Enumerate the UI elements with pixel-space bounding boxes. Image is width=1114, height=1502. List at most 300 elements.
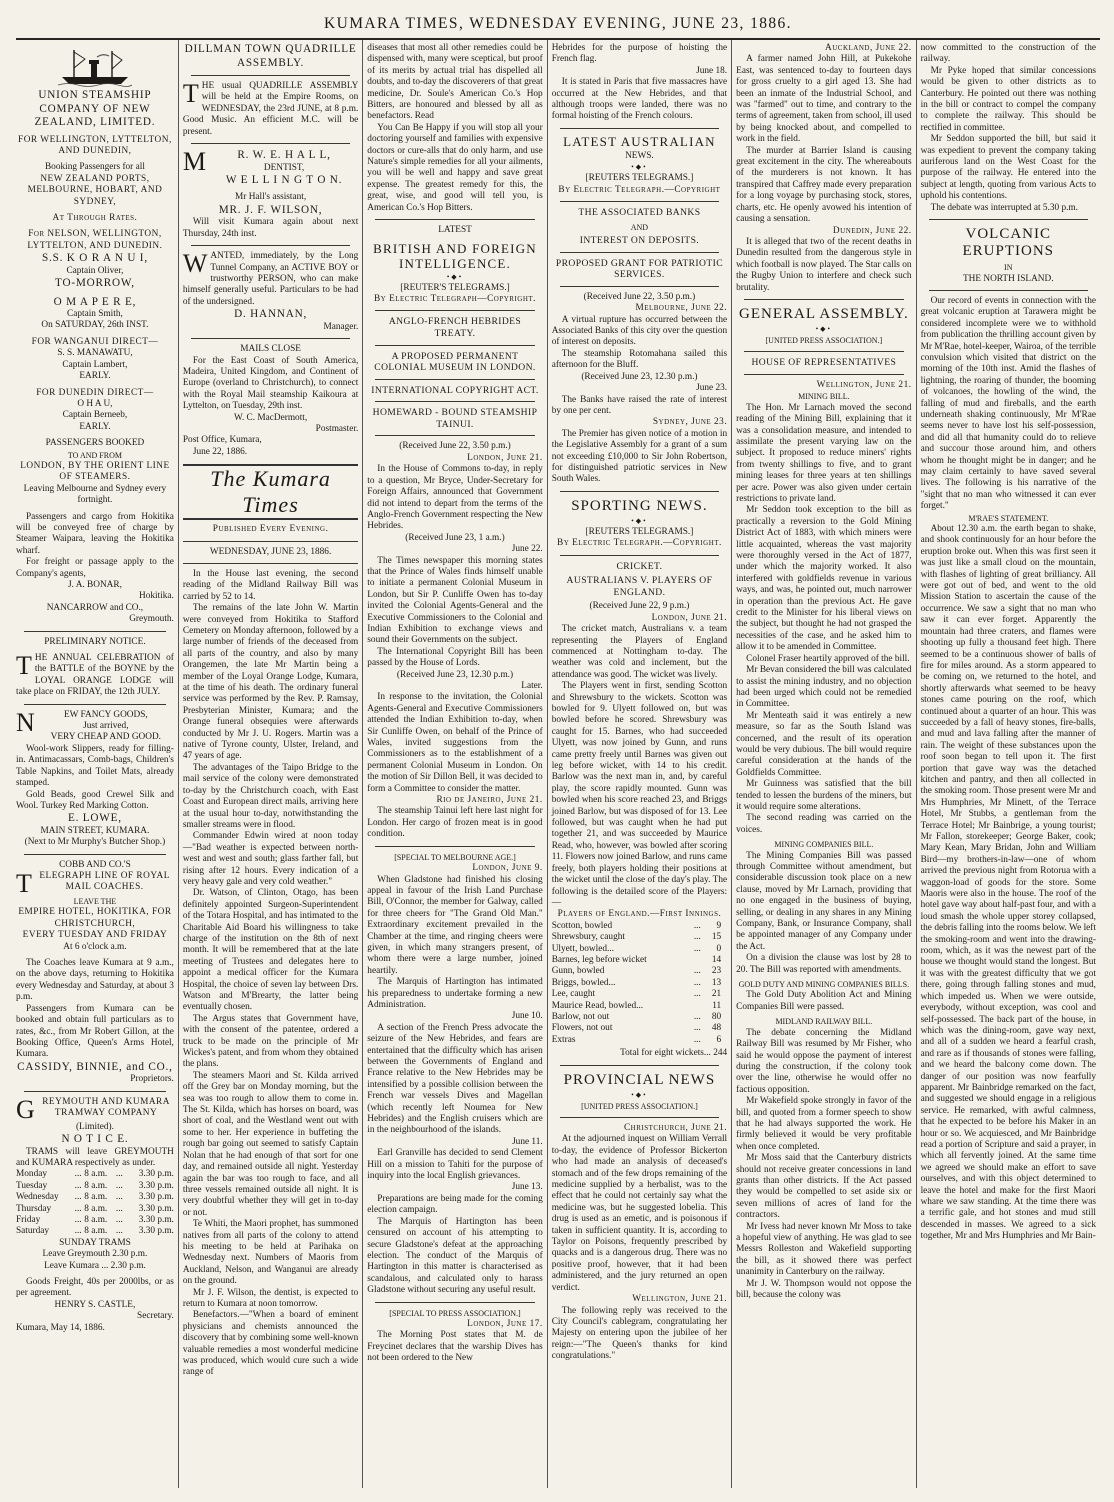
text: Mr Pyke hoped that similar concessions would be given to other districts as to Canterbury. He pointed out there was nothing in the bill or contract to compel the company to complete the railway. This should be rectified in committee.: [920, 65, 1096, 133]
text: (Received June 23, 12.30 p.m.): [581, 371, 698, 382]
text: FOR DUNEDIN DIRECT—: [36, 387, 154, 398]
scorecard-cell: ...: [693, 966, 701, 977]
text: TO-MORROW,: [55, 277, 135, 290]
text: HE usual QUADRILLE ASSEMBLY will be held at the Empire Rooms, on WEDNESDAY, the 23rd JUNE, at 8 p.m. Good Music. An efficient M.C. will be present.: [182, 81, 359, 137]
text: diseases that most all other remedies could be dispensed with, many were sceptical, but proof of its merits by actual trial has dispelled all doubts, and to-day the discoverers of that great medicine, Dr. Soule's American Co.'s Hop Bitters, are honoured and blessed by all as benefactors. Read: [367, 43, 543, 122]
text: Sydney, June 23.: [652, 417, 728, 428]
scorecard-cell: Shrewsbury, caught: [551, 932, 625, 943]
text: Captain Lambert,: [62, 359, 128, 370]
timetable-cell: ...: [74, 1226, 82, 1237]
rule: [744, 374, 903, 375]
text: FOR WANGANUI DIRECT—: [31, 336, 159, 347]
text: By Electric Telegraph.—Copyright: [558, 184, 721, 195]
scorecard-cell: ...: [693, 1011, 701, 1022]
text: Mr Moss said that the Canterbury districts should not receive greater concessions in land grants than other districts. If the Act passed they would be compelled to set aside six or seven millions of acres of land for the contractors.: [736, 1153, 912, 1221]
timetable-row: [16, 1204, 174, 1215]
headline-australian: LATEST AUSTRALIAN: [563, 133, 716, 149]
text: Wellington, June 21.: [632, 1294, 728, 1305]
scorecard-cell: 21: [711, 989, 722, 1000]
text: CASSIDY, BINNIE, and CO.,: [17, 1060, 173, 1073]
text: The Mining Companies Bill was passed through Committee without amendment, but considerable discussion took place on a new clause, moved by Mr Larnach, providing that no one engaged in the business of buying, selling, or dealing in any shares in any Mining Company, Bank, or Insurance Company, shall be appointed manager of any Company under the Act.: [736, 850, 912, 952]
text: The Hon. Mr Larnach moved the second reading of the Mining Bill, explaining that it was a consolidation measure, and intended to assimilate the present varying law on the subject. It proposed to reduce miners' rights from twenty shillings to five, and to grant mining leases for three years at ten shillings per acre. Power was also given under certain restrictions to private land.: [736, 402, 912, 504]
text: HE ANNUAL CELEBRATION of the BATTLE of the BOYNE by the LOYAL ORANGE LODGE will take place on FRIDAY, the 12th JULY.: [16, 653, 174, 698]
text: MIDLAND RAILWAY BILL.: [775, 1017, 873, 1027]
text: Passengers and cargo from Hokitika will be conveyed free of charge by Steamer Waipara, leaving the Hokitika wharf.: [16, 511, 174, 556]
text: (Received June 22, 9 p.m.): [589, 601, 690, 612]
text: Players of England.—First Innings.: [557, 909, 722, 920]
text: June 18.: [696, 65, 728, 76]
timetable-row: [16, 1192, 174, 1203]
text: (Next to Mr Murphy's Butcher Shop.): [24, 837, 166, 848]
scorecard-cell: 9: [716, 920, 722, 931]
text: D. HANNAN,: [234, 308, 308, 321]
text: INTEREST ON DEPOSITS.: [579, 235, 700, 247]
text: Auckland, June 22.: [825, 43, 912, 53]
text: [SPECIAL TO MELBOURNE AGE.]: [394, 852, 516, 862]
scorecard-cell: 23: [711, 966, 722, 977]
rule: [744, 299, 903, 300]
scorecard-cell: 80: [711, 1011, 722, 1022]
text: In the House of Commons to-day, in reply to a question, Mr Bryce, Under-Secretary for Foreign Affairs, announced that Government did not intend to depart from the terms of the Anglo-French Government respecting the New Hebrides.: [367, 464, 543, 532]
text: VERY CHEAP AND GOOD.: [50, 732, 162, 743]
text: The International Copyright Bill has been passed by the House of Lords.: [367, 646, 543, 669]
rule: [375, 1302, 534, 1303]
text: A PROPOSED PERMANENT COLONIAL MUSEUM IN LONDON.: [374, 350, 536, 374]
text: Our record of events in connection with the great volcanic eruption at Tarawera might be considered incomplete were we to withhold from publication the thrilling account given by Mr M'Rae, hotel-keeper, Wairoa, of the terrible convulsion which visited that district on the morning of the 10th inst. Amid the flashes of lightning, the roaring of thunder, the booming of volcanoes, the howling of the wind, the falling of mud and fireballs, and the earth underneath shaking continuously, Mr M'Rae seems never to have lost his self-possession, and did all that humanity could do to relieve and succour those around him, and others whom he thought might be in danger; and he may claim certainly to have saved several lives. The following is his narrative of the "sight that no man who witnessed it can ever forget.": [920, 295, 1096, 512]
text: At Through Rates.: [52, 212, 138, 223]
text: [REUTER'S TELEGRAMS.]: [400, 282, 510, 293]
text: NEW ZEALAND PORTS, MELBOURNE, HOBART, AND SYDNEY,: [27, 173, 163, 207]
text: LONDON, BY THE ORIENT LINE OF STEAMERS.: [20, 460, 170, 483]
scorecard-cell: 13: [711, 977, 722, 988]
text: In the House last evening, the second reading of the Midland Railway Bill was carried by 52 to 14.: [182, 568, 359, 602]
text: (Limited).: [75, 1121, 114, 1132]
text: AUSTRALIANS V. PLAYERS OF ENGLAND.: [566, 575, 713, 598]
text: MINING BILL.: [798, 392, 850, 402]
text: The debate was interrupted at 5.30 p.m.: [930, 202, 1078, 213]
text: M'RAE'S STATEMENT.: [968, 513, 1049, 523]
text: Wellington, June 21.: [816, 379, 912, 390]
headline-provincial: PROVINCIAL NEWS: [563, 1071, 716, 1088]
text: Post Office, Kumara,: [182, 435, 262, 446]
timetable-cell: 8 a.m.: [84, 1226, 108, 1237]
text: EMPIRE HOTEL, HOKITIKA, FOR CHRISTCHURCH,: [18, 907, 172, 929]
text: Earl Granville has decided to send Clement Hill on a mission to Tahiti for the purpose of inquiry into the local English grievances.: [367, 1148, 543, 1182]
text: June 23.: [696, 383, 728, 394]
ad-union-route1: FOR WELLINGTON, LYTTELTON, AND DUNEDIN,: [18, 134, 172, 156]
scorecard-cell: Maurice Read, bowled...: [551, 1000, 644, 1011]
text: Goods Freight, 40s per 2000lbs, or as per agreement.: [16, 1277, 174, 1299]
ad-union-title: UNION STEAMSHIP COMPANY OF NEW ZEALAND, LIMITED.: [34, 89, 156, 128]
scorecard-row: [552, 989, 727, 1000]
text: IN: [1004, 263, 1013, 273]
text: The advantages of the Taipo Bridge to the mail service of the colony were demonstrated to-day by the Christchurch coach, with East Coast and European direct mails, arriving here at the usual hour to-day, notwithstanding the smaller streams were in flood.: [182, 762, 359, 830]
timetable-cell: ...: [115, 1203, 123, 1214]
rule: [560, 128, 719, 129]
text: (Received June 23, 12.30 p.m.): [396, 669, 514, 680]
text: At 6 o'clock a.m.: [63, 941, 127, 952]
text: now committed to the construction of the railway.: [920, 43, 1096, 65]
text: London, June 9.: [472, 863, 543, 874]
timetable-row: [16, 1169, 174, 1180]
headline-volcanic: VOLCANIC ERUPTIONS: [962, 226, 1055, 260]
timetable-cell: 8 a.m.: [84, 1192, 108, 1203]
text: (Received June 22, 3.50 p.m.): [399, 441, 511, 452]
text: AND: [630, 222, 649, 232]
text: REYMOUTH AND KUMARA TRAMWAY COMPANY: [42, 1096, 170, 1119]
scorecard-cell: ...: [693, 977, 701, 988]
text: Leaving Melbourne and Sydney every fortnight.: [23, 483, 167, 506]
nameplate: The Kumara Times: [183, 464, 358, 520]
drop-cap-n: N: [16, 707, 35, 737]
rule: [560, 201, 719, 202]
text: MINING COMPANIES BILL.: [774, 840, 874, 850]
headline-british-foreign: BRITISH AND FOREIGN INTELLIGENCE.: [373, 240, 537, 271]
scorecard-row: [552, 1001, 727, 1012]
timetable-cell: 3.30 p.m.: [138, 1192, 174, 1203]
text: You Can Be Happy if you will stop all your doctoring yourself and families with expensive doctors or cure-alls that do only harm, and use Nature's simple remedies for all your ailments, you will be well and happy and save great expense. The greatest remedy for this, the great, wise, and good will tell you, is American Co.'s Hop Bitters.: [367, 122, 543, 213]
text: It is stated in Paris that five massacres have occurred at the New Hebrides, and that although troops were landed, there was no formal hoisting of the French colours.: [551, 77, 728, 122]
text: The Argus states that Government have, with the consent of the patentee, ordered a truck to be made on the principle of Mr Wickes's patent, and from whom they obtained the plans.: [182, 1013, 359, 1070]
drop-cap-w: W: [182, 249, 208, 279]
steamship-icon: [58, 47, 132, 87]
text: TRAMS will leave GREYMOUTH and KUMARA respectively as under.: [16, 1146, 174, 1168]
text: LEAVE THE: [73, 897, 117, 907]
timetable-cell: ...: [74, 1169, 82, 1180]
drop-cap-m: M: [182, 147, 207, 177]
text: The steamship Rotomahana sailed this afternoon for the Bluff.: [551, 348, 728, 371]
text: Mr Seddon supported the bill, but said it was expedient to prevent the company taking auriferous land on the West Coast for the purpose of the railway. He entered into the subject at length, quoting from various Acts to uphold his contentions.: [920, 134, 1096, 202]
text: MAILS CLOSE: [240, 344, 301, 355]
scorecard-cell: Gunn, bowled: [551, 966, 605, 977]
text: June 10.: [511, 1011, 543, 1022]
text: London, June 17.: [467, 1318, 543, 1329]
column-1: [16, 40, 178, 1488]
timetable-cell: 3.30 p.m.: [138, 1180, 174, 1191]
headline-sporting: SPORTING NEWS.: [571, 497, 708, 514]
text: On SATURDAY, 26th INST.: [41, 320, 149, 331]
text: When Gladstone had finished his closing appeal in favour of the Irish Land Purchase Bill, O'Connor, the member for Galway, called for three cheers for "The Grand Old Man." Extraordinary excitement prevailed in the Chamber at the time, and ringing cheers were given, in which many strangers present, of whom there were a large number, joined heartily.: [367, 874, 543, 976]
text: Hokitika.: [139, 591, 174, 602]
text: Leave Greymouth 2.30 p.m.: [42, 1249, 148, 1260]
text: Later.: [521, 681, 543, 691]
text: Mr Bevan considered the bill was calculated to assist the mining industry, and no objection had been urged which could not be remedied in Committee.: [736, 665, 912, 710]
rule: [560, 1065, 719, 1066]
scorecard-cell: ...: [693, 1023, 701, 1034]
text: The Times newspaper this morning states that the Prince of Wales finds himself unable to initiate a permanent Colonial Museum in London, but Sir P. Cunliffe Owen has to-day invited the Colonial Agents-General and the Executive Commissioners to the Colonial and Indian Exhibition to exchange views and sound their Governments on the subject.: [367, 555, 543, 646]
scorecard-row: [552, 1023, 727, 1034]
text: (Received June 22, 3.50 p.m.): [583, 291, 696, 302]
timetable-cell: Tuesday: [16, 1180, 48, 1191]
scorecard-cell: 6: [716, 1034, 722, 1045]
timetable-cell: ...: [115, 1192, 123, 1203]
text: LATEST: [438, 225, 472, 236]
text: The Coaches leave Kumara at 9 a.m., on the above days, returning to Hokitika every Wednesday and Saturday, at about 3 p.m.: [16, 958, 174, 1003]
text: The murder at Barrier Island is causing great excitement in the city. The whereabouts of the murderers is not known. It has transpired that Caffrey made every preparation for a long voyage by purchasing stock, stores, charts, etc. He openly avowed his intention of causing a sensation.: [736, 145, 912, 225]
drop-cap-t: T: [182, 79, 199, 108]
rule: [375, 219, 534, 220]
text: The remains of the late John W. Martin were conveyed from Hokitika to Stafford Cemetery on Monday afternoon, followed by a large number of friends of the deceased from all parts of the country, and also by many Orangemen, the late Mr Martin being a member of the Loyal Orange Lodge, Kumara, at the time of his death. The ordinary funeral service was performed by the Rev. P. Ramsay, Presbyterian Minister, Kumara; and the Orange funeral obsequies were afterwards conducted by Mr J. U. Rogers. Martin was a native of Tyrone county, Ulster, Ireland, and 47 years of age.: [182, 603, 359, 762]
timetable-cell: 3.30 p.m.: [138, 1214, 174, 1225]
scorecard-total: Total for eight wickets... 244: [620, 1048, 728, 1059]
scorecard-cell: Extras: [551, 1034, 576, 1045]
scorecard-row: [552, 1012, 727, 1023]
timetable-cell: 3.30 p.m.: [138, 1169, 174, 1180]
text: Preparations are being made for the coming election campaign.: [367, 1193, 543, 1216]
text: Mr Wakefield spoke strongly in favor of the bill, and quoted from a former speech to show that he had always supported the work. He firmly believed it would be very profitable when once completed.: [736, 1096, 912, 1152]
text: Christchurch, June 21.: [623, 1123, 728, 1133]
ornament: •◆•: [446, 272, 464, 281]
scorecard-row: [552, 955, 727, 966]
scorecard-cell: Scotton, bowled: [551, 920, 613, 931]
text: The steamship Tainui left here last night for London. Her cargo of frozen meat is in good condition.: [367, 806, 543, 840]
text: GOLD DUTY AND MINING COMPANIES BILLS.: [738, 980, 910, 990]
timetable-cell: Monday: [16, 1169, 47, 1180]
text: At the adjourned inquest on William Verrall to-day, the evidence of Professor Bickerton who had made an analysis of deceased's stomach and of the few drops remaining of the medicine supplied by a herbalist, was to the effect that he could not certainly say what the medicine was, but he suggested lobelia. This drug is used as an emetic, and is poisonous if taken in sufficient quantity. It is, according to Taylor on Poisons, frequently prescribed by quacks and is a dangerous drug. There was no positive proof, however, that it had been administered, and the jury returned an open verdict.: [551, 1134, 728, 1293]
text: Mr Seddon took exception to the bill as practically a reversion to the Gold Mining District Act of 1883, with which miners were little acquainted, whereas the vast majority were thoroughly versed in the Act of 1877, under which the majority worked. It also interfered with goldfields revenue in various ways, and was, he pointed out, much narrower in operation than the previous Act. He gave credit to the Minister for his liberal views on the subject, but thought he had not grasped the necessities of the case, and he asked him to allow it to be amended in Committee.: [736, 505, 912, 653]
scorecard-cell: 0: [716, 943, 722, 954]
text: W. C. MacDermott,: [233, 412, 308, 423]
rule: [929, 219, 1088, 220]
rule: [375, 345, 534, 346]
text: Leave Kumara ... 2.30 p.m.: [44, 1260, 146, 1271]
rule: [191, 338, 350, 339]
timetable-row: [16, 1181, 174, 1192]
timetable-row: [16, 1226, 174, 1237]
drop-cap-t: T: [16, 869, 33, 899]
text: June 13.: [511, 1182, 543, 1193]
text: Gold Beads, good Crewel Silk and Wool. Turkey Red Marking Cotton.: [16, 789, 174, 811]
rule: [24, 1091, 166, 1092]
timetable-cell: 8 a.m.: [84, 1169, 108, 1180]
rule: [375, 401, 534, 402]
text: Secretary.: [137, 1311, 174, 1322]
text: Proprietors.: [130, 1074, 174, 1085]
text: June 22.: [511, 544, 543, 555]
timetable-cell: 8 a.m.: [84, 1214, 108, 1225]
text: The Gold Duty Abolition Act and Mining Companies Bill were passed.: [736, 990, 912, 1012]
scorecard-cell: 14: [711, 954, 722, 965]
text: Benefactors.—"When a board of eminent physicians and chemists announced the discovery that by combining some well-known valuable remedies a most wonderful medicine was produced, which would cure such a wide range of: [182, 1310, 359, 1378]
timetable-cell: 3.30 p.m.: [138, 1203, 174, 1214]
rule: [560, 1117, 719, 1118]
text: Mr J. W. Thompson would not oppose the bill, because the colony was: [736, 1278, 912, 1301]
text: Mr Menteath said it was entirely a new measure, so far as the South Island was concerned, and the result of its operation would be very dubious. The bill would require careful consideration at the hands of the Goldfields Committee.: [736, 710, 912, 778]
text: MAIN STREET, KUMARA.: [40, 825, 150, 836]
scorecard-cell: ...: [693, 1034, 701, 1045]
text: The Premier has given notice of a motion in the Legislative Assembly for a grant of a sum not exceeding £10,000 to Sir John Robertson, for distinguished patriotic services in New South Wales.: [551, 428, 728, 485]
text: THE NORTH ISLAND.: [962, 273, 1054, 284]
text: INTERNATIONAL COPYRIGHT ACT.: [371, 384, 539, 396]
rule: [744, 351, 903, 352]
text: On a division the clause was lost by 28 to 20. The Bill was reported with amendments.: [736, 953, 912, 975]
text: The debate concerning the Midland Railway Bill was resumed by Mr Fisher, who said he would oppose the payment of interest during the construction, if the colony took over the line, otherwise he would offer no factious opposition.: [736, 1027, 912, 1095]
text: London, June 21.: [467, 452, 543, 463]
text: O M A P E R E,: [53, 295, 137, 308]
scorecard-cell: ...: [693, 920, 701, 931]
text: Melbourne, June 22.: [635, 303, 728, 314]
rule: [191, 75, 350, 76]
rule: [24, 704, 166, 705]
text: SUNDAY TRAMS: [59, 1237, 131, 1248]
text: N O T I C E.: [61, 1133, 129, 1146]
timetable-cell: ...: [115, 1169, 123, 1180]
text: [REUTERS TELEGRAMS.]: [585, 173, 694, 184]
text: London, June 21.: [651, 612, 728, 623]
text: ELEGRAPH LINE OF ROYAL MAIL COACHES.: [39, 871, 170, 893]
scorecard-cell: [694, 955, 704, 966]
text: Captain Smith,: [67, 309, 123, 320]
text: (Received June 23, 1 a.m.): [405, 532, 505, 543]
ornament: •◆•: [631, 516, 648, 525]
timetable-cell: ...: [115, 1180, 123, 1191]
text: W E L L I N G T O N.: [225, 173, 343, 186]
text: About 12.30 a.m. the earth began to shake, and shook continuously for an hour before the eruption broke out. When this was first seen it was just like a small cloud on the mountain, with flashes of lighting of great brilliancy. All were got out of bed, and went to the old Mission Station to ascertain the cause of the occurrence. We saw a sight that no man who saw it can ever forget. Apparently the mountain had three craters, and flames were shooting up fully a thousand feet high. There seemed to be a continuous shower of balls of fire for miles around. As a storm appeared to be coming on, we returned to the hotel, and shortly afterwards what seemed to be heavy stones came pouring on the roof, which continued about a quarter of an hour. This was succeeded by a fall of heavy stones, fire-balls, and mud and lava falling after the manner of rain. The weight of these substances upon the roof soon began to tell upon it. The first portion that gave way was the detached kitchen and pantry, and then all collected in the smoking room. Those present were Mr and Mrs Humphries, Mr Minett, of the Terrace Hotel, Mr Stubbs, a gentleman from the Terrace Hotel; Mr Bainbrige, a young tourist; Mr Fallon, storekeeper; George Baker, cook; Mary Kean, Mary Bridan, John and William Bird—my brothers-in-law—one of whom arrived the previous night from Rotorua with a waggon-load of goods for the store. Some Maoris were also in the house. The roof of the hotel gave way about half-past four, and with a loud smash the whole upper storey collapsed, the debris falling into the rooms below. We left the smoking-room and went into the drawing-room, which, as it was the newest part of the house we thought would stand the longest. But it was with the greatest difficulty that we got there, going through falling stones and mud, which impeded us. When we were outside, everybody, without exception, was cool and self-possessed. The back part of the house, in which was the dining-room, gave way next, and all of a sudden we heard a fearful crash, and rare as if thousands of stones were falling, and we heard the balcony come down. The danger of our position was now fearfully apparent. Mr Bainbridge remarked on the fact, and suggested we should engage in a religious service. He remarked, with awful calmness, that he expected to be before his Maker in an hour or so. We acquiesced, and Mr Bainbridge read a portion of Scripture and said a prayer, in which all fervently joined. At the same time we agreed we should make an effort to save ourselves, and with this object determined to leave the hotel and make for the first Maori whare we saw standing. At the time there was a terrific gale, and hot stones and mud still descended in masses. We agreed to a sick together, Mr and Mrs Humphries and Mr Bain-: [920, 524, 1096, 1242]
text: June 22, 1886.: [192, 446, 248, 457]
timetable-cell: 8 a.m.: [84, 1180, 108, 1191]
ornament: •◆•: [631, 1090, 648, 1099]
text: Commander Edwin wired at noon today—"Bad weather is expected between north-west and west and south; glass farther fall, but rising after 12 hours. Every indication of a very heavy gale and very cold weather.": [182, 831, 359, 887]
column-2: [178, 40, 362, 1488]
text: E. LOWE,: [67, 812, 122, 825]
text: The Banks have raised the rate of interest by one per cent.: [551, 394, 728, 416]
text: Mr Hall's assistant,: [235, 192, 307, 203]
drop-cap-g: G: [16, 1094, 36, 1124]
text: HOMEWARD - BOUND STEAMSHIP TAINUI.: [372, 407, 538, 430]
scorecard-row: [552, 966, 727, 977]
text: Captain Oliver,: [66, 265, 124, 276]
text: Passengers from Kumara can be booked and obtain full particulars as to rates, &c., from Mr Robert Gillon, at the Booking Office, Queen's Arms Hotel, Kumara.: [16, 1003, 174, 1060]
text: Booking Passengers for all: [44, 162, 145, 173]
rule: [24, 854, 166, 855]
text: The Marquis of Hartington has intimated his preparedness to undertake forming a new Administration.: [367, 977, 543, 1010]
text: TO AND FROM: [67, 450, 122, 460]
scorecard-row: [552, 921, 727, 932]
text: Postmaster.: [315, 423, 359, 434]
text: PASSENGERS BOOKED: [45, 438, 145, 449]
drop-cap-t: T: [16, 651, 32, 681]
timetable-cell: Thursday: [16, 1203, 52, 1214]
text: THE ASSOCIATED BANKS: [578, 207, 701, 219]
text: HENRY S. CASTLE,: [54, 1299, 136, 1310]
scorecard-cell: Ulyett, bowled...: [551, 943, 614, 954]
text: For NELSON, WELLINGTON, LYTTELTON, AND DUNEDIN.: [27, 229, 163, 251]
text: EARLY.: [79, 421, 111, 432]
text: A section of the French Press advocate the seizure of the New Hebrides, and fears are entertained that the difficulty which has arisen between the Governments of England and France relative to the New Hebrides may be intensified by a possible collision between the French war vessels Dives and Magellan (which recently left Noumea for New Hebrides) and the English cruisers which are in the neighbourhood of the islands.: [367, 1022, 543, 1136]
text: Just arrived,: [83, 721, 129, 732]
text: In response to the invitation, the Colonial Agents-General and Executive Commissioners attended the Indian Exhibition to-day, when Sir Cunliffe Owen, on behalf of the Prince of Wales, invited suggestions from the Commissioners as to the establishment of a permanent Colonial Museum in London. On the motion of Sir Dillon Bell, it was decided to form a Committee to consider the matter.: [367, 692, 543, 794]
ad-tramway: [16, 1094, 174, 1124]
text: R. W. E. H A L L,: [237, 149, 331, 162]
rule: [183, 541, 358, 542]
text: CRICKET.: [616, 560, 663, 572]
text: J. A. BONAR,: [67, 580, 122, 590]
text: EVERY TUESDAY AND FRIDAY: [22, 930, 168, 941]
rule: [560, 252, 719, 253]
text: The following reply was received to the City Council's cablegram, congratulating her Majesty on entering upon the jubilee of her reign:—"The Queen's thanks for kind congratulations.": [551, 1305, 728, 1362]
rule: [24, 631, 166, 632]
timetable-row: [16, 1215, 174, 1226]
text: The Morning Post states that M. de Freycinet declares that the warship Dives has not been ordered to the New: [367, 1330, 543, 1364]
timetable-cell: Friday: [16, 1214, 41, 1225]
scorecard-cell: ...: [693, 943, 701, 954]
rule: [375, 846, 534, 847]
timetable-cell: ...: [74, 1203, 82, 1214]
text: For freight or passage apply to the Company's agents,: [16, 557, 174, 579]
text: Hebrides for the purpose of hoisting the French flag.: [551, 43, 728, 65]
ad-cobb: [16, 869, 174, 899]
rule: [560, 286, 719, 287]
text: Rio de Janeiro, June 21.: [436, 795, 543, 806]
text: DENTIST,: [263, 162, 305, 173]
text: A virtual rupture has occurred between the Associated Banks of this city over the question of interest on deposits.: [551, 314, 728, 348]
text: COBB AND CO.'S: [59, 859, 131, 870]
text: EARLY.: [79, 371, 111, 382]
scorecard-cell: 48: [711, 1023, 722, 1034]
text: Manager.: [323, 321, 359, 332]
timetable-cell: 8 a.m.: [84, 1203, 108, 1214]
text: By Electric Telegraph.—Copyright.: [557, 538, 722, 549]
scorecard-cell: 15: [711, 932, 722, 943]
text: Mr Guinness was satisfied that the bill tended to lessen the burdens of the miners, but it would require some alterations.: [736, 779, 912, 812]
rule: [375, 379, 534, 380]
ad-quadrille-title: DILLMAN TOWN QUADRILLE ASSEMBLY.: [184, 43, 357, 69]
rule: [560, 555, 719, 556]
ornament: •◆•: [631, 163, 648, 172]
scorecard-cell: Barnes, leg before wicket: [551, 954, 647, 965]
column-6: [916, 40, 1100, 1488]
ad-quadrille-body: [183, 81, 358, 138]
text: Colonel Fraser heartily approved of the bill.: [746, 653, 910, 664]
masthead: KUMARA TIMES, WEDNESDAY EVENING, JUNE 23, 1886.: [324, 15, 792, 32]
scorecard-cell: Barlow, not out: [551, 1011, 610, 1022]
text: Kumara, May 14, 1886.: [16, 1322, 105, 1333]
text: Mr J. F. Wilson, the dentist, is expected to return to Kumara at noon tomorrow.: [182, 1287, 359, 1309]
text: A farmer named John Hill, at Pukekohe East, was sentenced to-day to fourteen days for gross cruelty to a girl aged 13. She had been an inmate of the Industrial School, and was "farmed" out to time, and contrary to the terms of agreement, taken from school, ill used by being knocked about, and compelled to work in the field.: [736, 54, 912, 145]
ad-preliminary-body: [16, 653, 174, 699]
text: [SPECIAL TO PRESS ASSOCIATION.]: [389, 1308, 521, 1318]
column-3: [362, 40, 546, 1488]
scorecard-cell: Flowers, not out: [551, 1023, 613, 1034]
text: NEWS.: [625, 150, 654, 161]
scorecard-cell: 11: [712, 1000, 722, 1011]
ad-preliminary-title: PRELIMINARY NOTICE.: [44, 636, 146, 647]
text: The steamers Maori and St. Kilda arrived off the Grey bar on Monday morning, but the sea was too rough to allow them to come in. The St. Kilda, which has horses on board, was short of coal, and the Westland went out with some to her. Her experience in buffeting the rough bar going out seemed to satisfy Captain Nolan that he had enough of that sort for one day, and remained outside all night. Yesterday again the bar was too rough to face, and all three vessels remained outside all night. It is very doubtful whether they will get in to-day or not.: [182, 1070, 359, 1218]
text: The Marquis of Hartington has been censured on account of his attempting to secure Gladstone's defeat at the approaching election. The conduct of the Marquis of Hartington in this matter is characterised as scandalous, and calculated only to harass Gladstone without securing any useful result.: [367, 1216, 543, 1296]
timetable-cell: 3.30 p.m.: [138, 1226, 174, 1237]
text: HOUSE OF REPRESENTATIVES: [751, 357, 897, 369]
text: Dunedin, June 22.: [832, 225, 912, 236]
scorecard-cell: Briggs, bowled...: [551, 977, 616, 988]
rule: [375, 435, 534, 436]
text: S.S. K O R A N U I,: [41, 252, 148, 265]
text: Published Every Evening.: [212, 524, 329, 535]
scorecard-row: [552, 944, 727, 955]
text: S. S. MANAWATU,: [57, 348, 133, 359]
text: Wool-work Slippers, ready for filling-in. Antimacassars, Comb-bags, Children's Table Napkins, and Toilet Mats, already stamped.: [16, 743, 174, 789]
rule: [191, 245, 350, 246]
timetable-cell: ...: [115, 1214, 123, 1225]
editorial-date: WEDNESDAY, JUNE 23, 1886.: [209, 546, 332, 557]
text: PROPOSED GRANT FOR PATRIOTIC SERVICES.: [555, 257, 723, 281]
rule: [191, 143, 350, 144]
text: Dr. Watson, of Clinton, Otago, has been definitely appointed Surgeon-Superintendent of the Totara Hospital, and has intimated to the Charitable Aid Board his willingness to take charge of the institution on the 8th of next month. It will be remembered that at the late meeting of Trustees and delegates here to appoint a medical officer for the Kumara Hospital, the choice of seven lay between Drs. Watson and M'Brearty, the latter being eventually chosen.: [182, 888, 359, 1013]
text: It is alleged that two of the recent deaths in Dunedin resulted from the dangerous style in which football is now played. The Star calls on the Rugby Union to interfere and check such brutality.: [736, 236, 912, 293]
rule: [183, 563, 358, 564]
scorecard-row: [552, 1035, 727, 1046]
timetable-cell: Wednesday: [16, 1192, 59, 1203]
rule: [929, 290, 1088, 291]
